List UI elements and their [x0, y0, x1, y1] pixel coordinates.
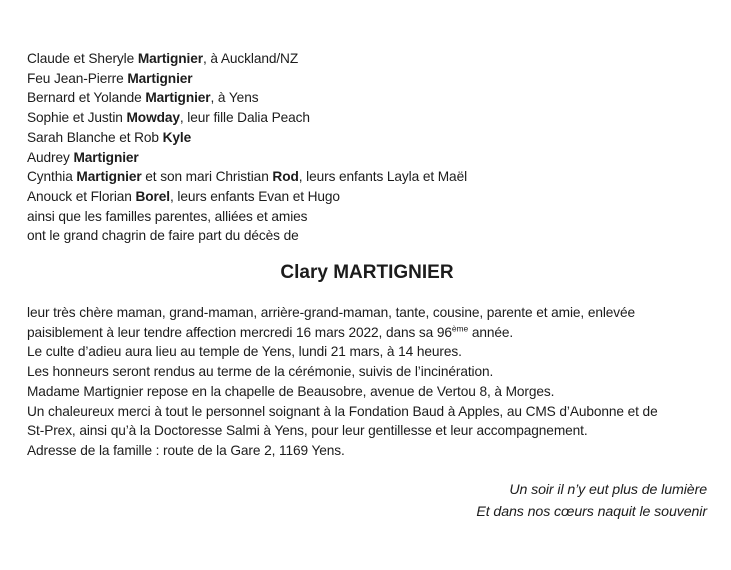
family-line: Cynthia Martignier et son mari Christian Rod, leurs enfants Layla et Maël: [27, 169, 468, 185]
family-line: Claude et Sheryle Martignier, à Auckland/NZ: [27, 51, 299, 66]
memorial-quote: [27, 479, 707, 524]
family-line: Sarah Blanche et Rob Kyle: [27, 129, 192, 145]
family-line: Audrey Martignier: [27, 149, 139, 165]
body-line: leur très chère maman, grand-maman, arrière-grand-maman, tante, cousine, parente et amie, enlevée: [27, 305, 636, 321]
family-line: Sophie et Justin Mowday, leur fille Dalia Peach: [27, 110, 310, 126]
deceased-name: Clary MARTIGNIER: [280, 262, 454, 284]
family-line: Anouck et Florian Borel, leurs enfants Evan et Hugo: [27, 188, 340, 204]
family-line: Bernard et Yolande Martignier, à Yens: [27, 90, 259, 106]
quote-line: Un soir il n’y eut plus de lumière: [509, 481, 707, 498]
family-line: Feu Jean-Pierre Martignier: [27, 70, 193, 86]
family-line: ainsi que les familles parentes, alliées et amies: [27, 208, 308, 224]
announcement-body: [27, 303, 707, 461]
body-line: paisiblement à leur tendre affection mercredi 16 mars 2022, dans sa 96ème année.: [27, 323, 514, 340]
body-line: Le culte d’adieu aura lieu au temple de Yens, lundi 21 mars, à 14 heures.: [27, 344, 462, 360]
body-line: Les honneurs seront rendus au terme de la cérémonie, suivis de l’incinération.: [27, 364, 494, 380]
body-line: St-Prex, ainsi qu’à la Doctoresse Salmi à Yens, pour leur gentillesse et leur accompagnement.: [27, 423, 588, 439]
body-line: Madame Martignier repose en la chapelle de Beausobre, avenue de Vertou 8, à Morges.: [27, 383, 555, 399]
family-list: [27, 49, 707, 246]
body-line: Adresse de la famille : route de la Gare 2, 1169 Yens.: [27, 442, 345, 458]
body-line: Un chaleureux merci à tout le personnel soignant à la Fondation Baud à Apples, au CMS d’Aubonne et de: [27, 403, 658, 419]
family-line: ont le grand chagrin de faire part du décès de: [27, 228, 299, 244]
quote-line: Et dans nos cœurs naquit le souvenir: [476, 504, 707, 521]
